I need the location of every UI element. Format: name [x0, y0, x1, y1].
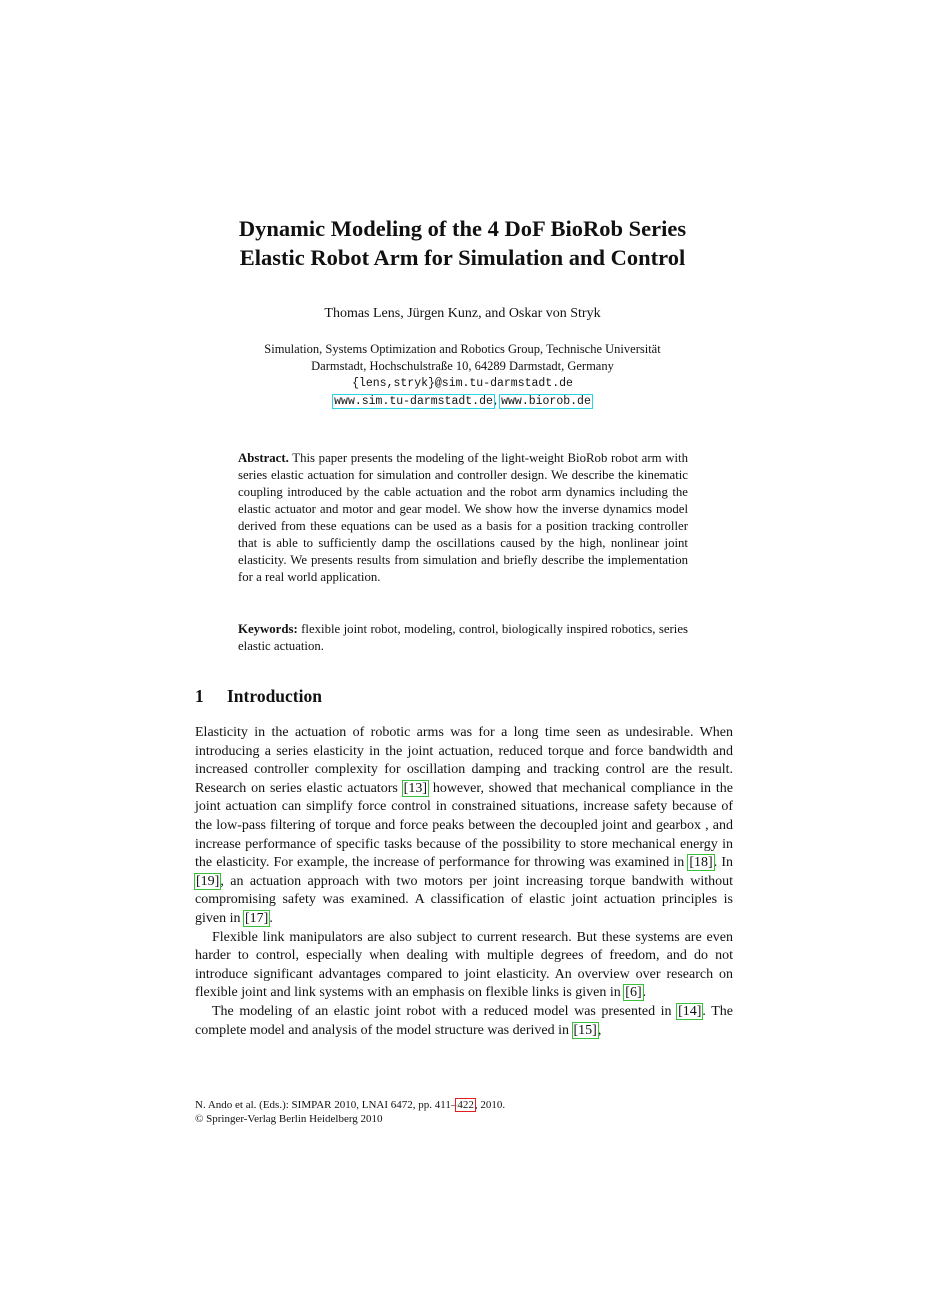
footer-line-2: © Springer-Verlag Berlin Heidelberg 2010 [195, 1113, 383, 1125]
citation-link[interactable]: [18] [689, 855, 713, 871]
paragraph-2 [195, 929, 733, 1003]
footer [195, 1098, 505, 1126]
footer-line-1 [195, 1098, 505, 1112]
citation-link[interactable]: [17] [245, 910, 269, 926]
page-link[interactable]: 422 [457, 1099, 474, 1111]
affiliation-line-1: Simulation, Systems Optimization and Robotics Group, Technische Universität [264, 342, 661, 356]
paragraph-text: . [269, 910, 273, 926]
abstract [238, 450, 688, 586]
keywords-label: Keywords: [238, 622, 298, 636]
section-title: Introduction [227, 686, 322, 706]
affiliation-line-2: Darmstadt, Hochschulstraße 10, 64289 Darmstadt, Germany [311, 359, 614, 373]
url-link-sim[interactable]: www.sim.tu-darmstadt.de [334, 395, 493, 408]
paragraph-text: . [642, 985, 647, 1001]
abstract-text: This paper presents the modeling of the light-weight BioRob robot arm with series elastic actuation for simulation and controller design. We describe the kinematic coupling introduced by the cable actuation and the robot arm dynamics including the elastic actuator and motor and gear model. We show how the inverse dynamics model derived from these equations can be used as a basis for a position tracking controller that is able to sufficiently damp the oscillations caused by the high, nonlinear joint elasticity. We presents results from simulation and briefly describe the implementation for a real world application. [238, 451, 688, 584]
url-separator: , [493, 393, 497, 407]
section-heading [195, 686, 322, 707]
keywords-text: flexible joint robot, modeling, control, biologically inspired robotics, series elastic actuation. [238, 622, 688, 653]
paragraph-text: however, showed that mechanical compliance in the joint actuation can simplify force control in constrained situations, increase safety because of the low-pass filtering of torque and force peaks between the decoupled joint and gearbox , and increase performance of specific tasks because of the possibility to store mechanical energy in the elasticity. For example, the increase of performance for throwing was examined in [195, 780, 733, 871]
abstract-label: Abstract. [238, 451, 289, 465]
authors: Thomas Lens, Jürgen Kunz, and Oskar von Stryk [324, 306, 601, 321]
paragraph-text: , [597, 1022, 602, 1038]
citation-link[interactable]: [14] [678, 1003, 702, 1019]
keywords [238, 621, 688, 655]
paragraph-text: . In [713, 855, 733, 871]
paragraph-3 [195, 1003, 733, 1040]
email-address: {lens,stryk}@sim.tu-darmstadt.de [352, 377, 573, 390]
citation-link[interactable]: [15] [573, 1022, 597, 1038]
title-line-2: Elastic Robot Arm for Simulation and Control [239, 245, 686, 270]
paragraph-text: The modeling of an elastic joint robot with a reduced model was presented in [212, 1003, 678, 1019]
paragraph-text: , an actuation approach with two motors per joint increasing torque bandwith without compromising safety was examined. A classification of elastic joint actuation principles is given in [195, 873, 733, 926]
body-text [195, 724, 733, 1040]
citation-link[interactable]: [6] [625, 985, 642, 1001]
paper-title [150, 214, 775, 272]
paragraph-text: . The complete model and analysis of the model structure was derived in [195, 1003, 733, 1038]
url-link-biorob[interactable]: www.biorob.de [501, 395, 591, 408]
affiliation [150, 341, 775, 410]
citation-link[interactable]: [19] [196, 873, 220, 889]
footer-text: , 2010. [474, 1099, 506, 1111]
footer-text: N. Ando et al. (Eds.): SIMPAR 2010, LNAI 6472, pp. 411– [195, 1099, 457, 1111]
section-number: 1 [195, 686, 204, 706]
paragraph-text: Flexible link manipulators are also subject to current research. But these systems are even harder to control, especially when dealing with multiple degrees of freedom, and do not introduce significant advantages compared to joint elasticity. An overview over research on flexible joint and link systems with an emphasis on flexible links is given in [195, 929, 733, 1001]
paragraph-1 [195, 724, 733, 929]
citation-link[interactable]: [13] [403, 780, 427, 796]
title-line-1: Dynamic Modeling of the 4 DoF BioRob Series [238, 216, 687, 241]
paragraph-text: Elasticity in the actuation of robotic arms was for a long time seen as undesirable. When introducing a series elasticity in the joint actuation, reduced torque and force bandwidth and increased controller complexity for oscillation damping and tracking control are the result. Research on series elastic actuators [195, 725, 733, 796]
